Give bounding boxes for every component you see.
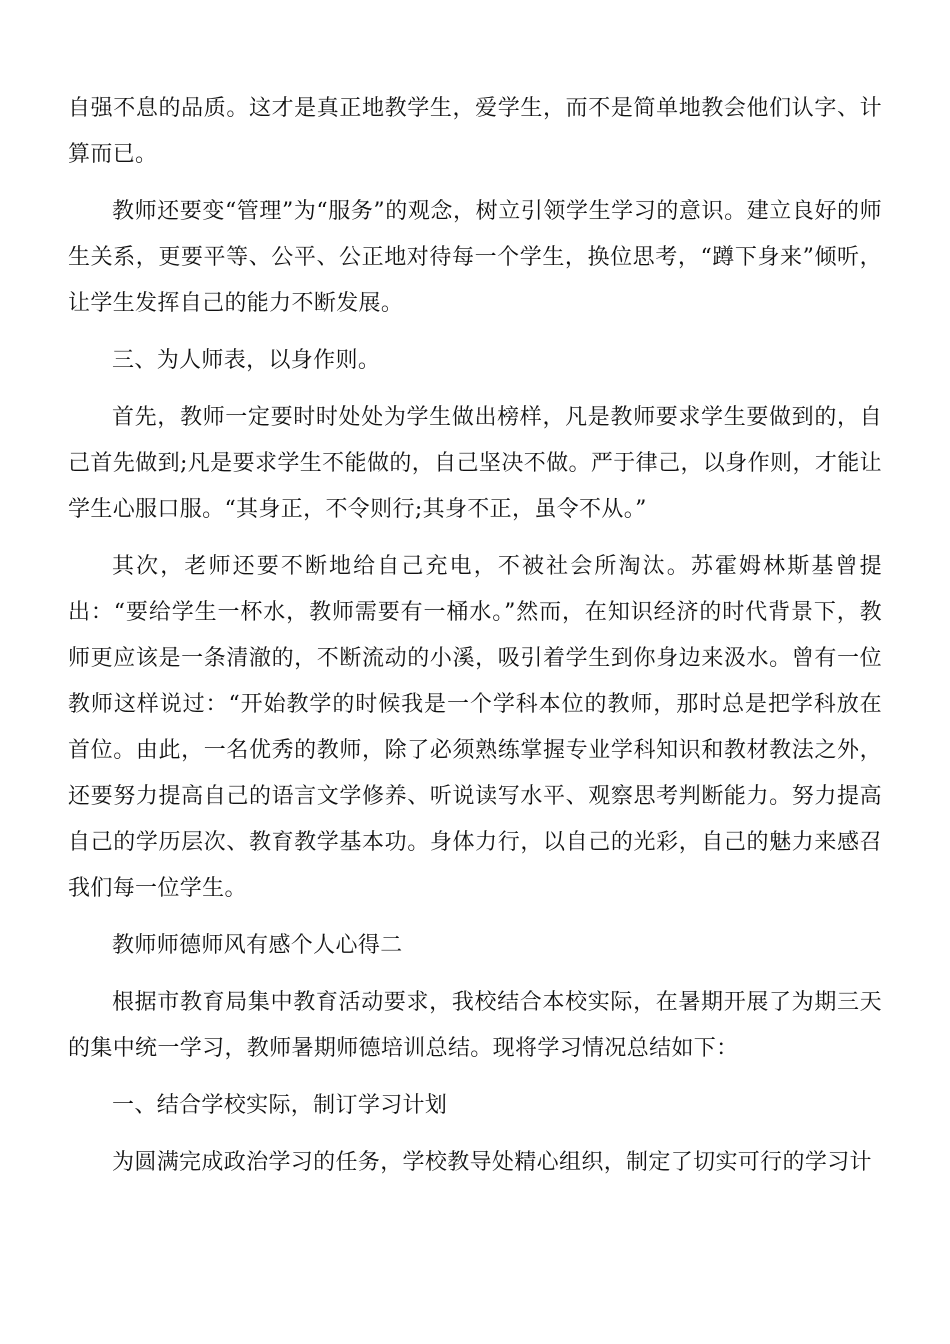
paragraph-role-model: 首先，教师一定要时时处处为学生做出榜样，凡是教师要求学生要做到的，自己首先做到;凡是要求学生不能做的，自己坚决不做。严于律己，以身作则，才能让学生心服口服。“其身正，不令则行;其身不正，虽令不从。” [68, 405, 882, 522]
paragraph-service-concept: 教师还要变“管理”为“服务”的观念，树立引领学生学习的意识。建立良好的师生关系，更要平等、公平、公正地对待每一个学生，换位思考，“蹲下身来”倾听，让学生发挥自己的能力不断发展。 [68, 199, 882, 316]
paragraph-continuation: 自强不息的品质。这才是真正地教学生，爱学生，而不是简单地教会他们认字、计算而已。 [68, 96, 882, 167]
paragraph-study-plan: 为圆满完成政治学习的任务，学校教导处精心组织，制定了切实可行的学习计 [112, 1150, 872, 1175]
document-body [68, 86, 882, 1197]
subtitle-part-two: 教师师德师风有感个人心得二 [112, 933, 403, 958]
section-heading-three: 三、为人师表，以身作则。 [112, 348, 381, 373]
paragraph-self-improvement: 其次，老师还要不断地给自己充电，不被社会所淘汰。苏霍姆林斯基曾提出：“要给学生一杯水，教师需要有一桶水。”然而，在知识经济的时代背景下，教师更应该是一条清澈的，不断流动的小溪，吸引着学生到你身边来汲水。曾有一位教师这样说过：“开始教学的时候我是一个学科本位的教师，那时总是把学科放在首位。由此，一名优秀的教师，除了必须熟练掌握专业学科知识和教材教法之外，还要努力提高自己的语言文学修养、听说读写水平、观察思考判断能力。努力提高自己的学历层次、教育教学基本功。身体力行，以自己的光彩，自己的魅力来感召我们每一位学生。 [68, 554, 882, 901]
paragraph-intro-part-two: 根据市教育局集中教育活动要求，我校结合本校实际，在暑期开展了为期三天的集中统一学习，教师暑期师德培训总结。现将学习情况总结如下： [68, 990, 882, 1061]
section-heading-one: 一、结合学校实际，制订学习计划 [112, 1093, 448, 1118]
